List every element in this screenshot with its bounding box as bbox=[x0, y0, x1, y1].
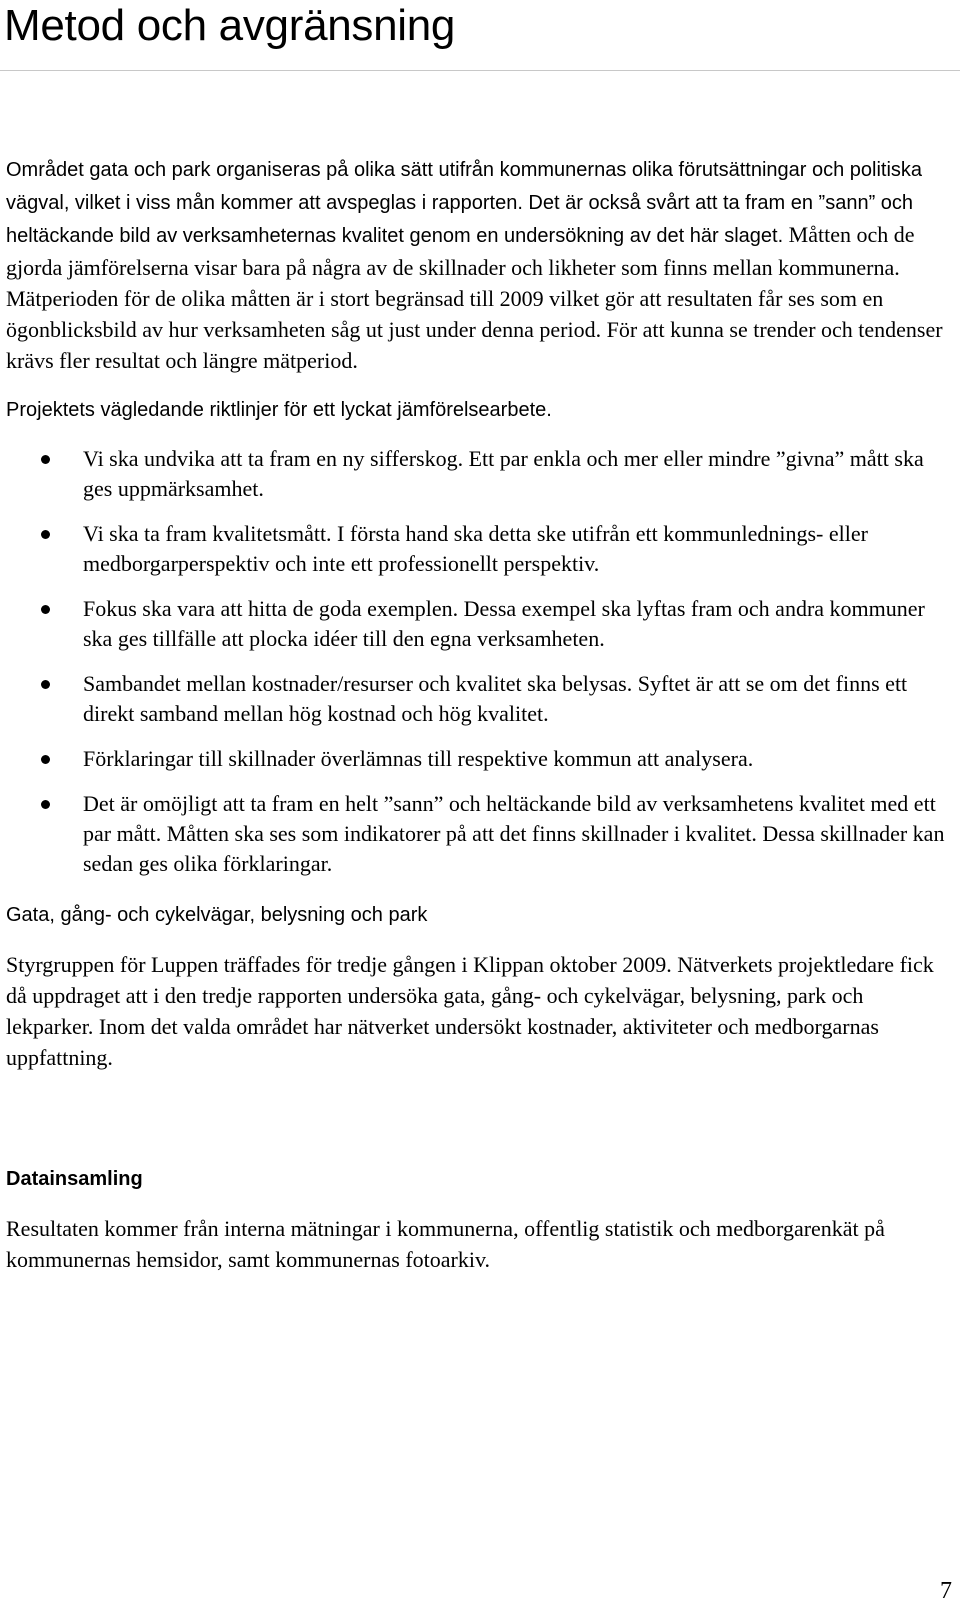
list-item bbox=[6, 444, 946, 504]
list-item-text: Fokus ska vara att hitta de goda exemplen. Dessa exempel ska lyftas fram och andra kommuner ska ges tillfälle att plocka idéer till den egna verksamheten. bbox=[83, 596, 925, 651]
intro-sans-text: Området gata och park organiseras på olika sätt utifrån kommunernas olika förutsättningar och politiska vägval, vilket i viss mån kommer att avspeglas i rapporten. Det är också svårt att ta fram en ”sann” och heltäckande bild av verksamheternas kvalitet genom en undersökning av det här slaget. bbox=[6, 159, 923, 247]
intro-serif-text: Måtten och de gjorda jämförelserna visar bara på några av de skillnader och likheter som finns mellan kommunerna. Mätperioden för de olika måtten är i stort begränsad till 2009 vilket gör att resultaten får ses som en ögonblicksbild av hur verksamheten såg ut just under denna period. För att kunna se trender och tendenser krävs fler resultat och längre mätperiod. bbox=[6, 222, 943, 373]
bullet-icon bbox=[41, 605, 50, 614]
list-item bbox=[6, 594, 946, 654]
bullet-icon bbox=[41, 800, 50, 809]
data-collection-heading: Datainsamling bbox=[6, 1168, 143, 1190]
list-item-text: Vi ska ta fram kvalitetsmått. I första hand ska detta ske utifrån ett kommunlednings- eller medborgarperspektiv och inte ett professionellt perspektiv. bbox=[83, 521, 868, 576]
scope-paragraph: Styrgruppen för Luppen träffades för tredje gången i Klippan oktober 2009. Nätverkets projektledare fick då uppdraget att i den tredje rapporten undersöka gata, gång- och cykelvägar, belysning, park och lekparker. Inom det valda området har nätverket undersökt kostnader, aktiviteter och medborgarnas uppfattning. bbox=[6, 952, 934, 1070]
page-content bbox=[6, 153, 946, 1275]
page-title: Metod och avgränsning bbox=[4, 1, 456, 50]
data-collection-paragraph: Resultaten kommer från interna mätningar i kommunerna, offentlig statistik och medborgarenkät på kommunernas hemsidor, samt kommunernas fotoarkiv. bbox=[6, 1216, 885, 1272]
list-item-text: Vi ska undvika att ta fram en ny sifferskog. Ett par enkla och mer eller mindre ”givna” mått ska ges uppmärksamhet. bbox=[83, 446, 924, 501]
list-item bbox=[6, 744, 946, 774]
list-item bbox=[6, 789, 946, 879]
intro-paragraph bbox=[6, 153, 946, 376]
list-item-text: Förklaringar till skillnader överlämnas till respektive kommun att analysera. bbox=[83, 746, 754, 771]
title-divider bbox=[0, 70, 960, 71]
list-item-text: Sambandet mellan kostnader/resurser och kvalitet ska belysas. Syftet är att se om det finns ett direkt samband mellan hög kostnad och hög kvalitet. bbox=[83, 671, 908, 726]
bullet-icon bbox=[41, 680, 50, 689]
list-item-text: Det är omöjligt att ta fram en helt ”sann” och heltäckande bild av verksamhetens kvalitet med ett par mått. Måtten ska ses som indikatorer på att det finns skillnader i kvalitet. Dessa skillnader kan sedan ges olika förklaringar. bbox=[83, 791, 945, 876]
bullet-icon bbox=[41, 455, 50, 464]
list-item bbox=[6, 669, 946, 729]
guidelines-heading: Projektets vägledande riktlinjer för ett lyckat jämförelsearbete. bbox=[6, 399, 552, 421]
bullet-icon bbox=[41, 755, 50, 764]
page-number: 7 bbox=[940, 1578, 952, 1604]
guidelines-list bbox=[6, 444, 946, 879]
bullet-icon bbox=[41, 530, 50, 539]
list-item bbox=[6, 519, 946, 579]
scope-heading: Gata, gång- och cykelvägar, belysning och park bbox=[6, 904, 428, 926]
